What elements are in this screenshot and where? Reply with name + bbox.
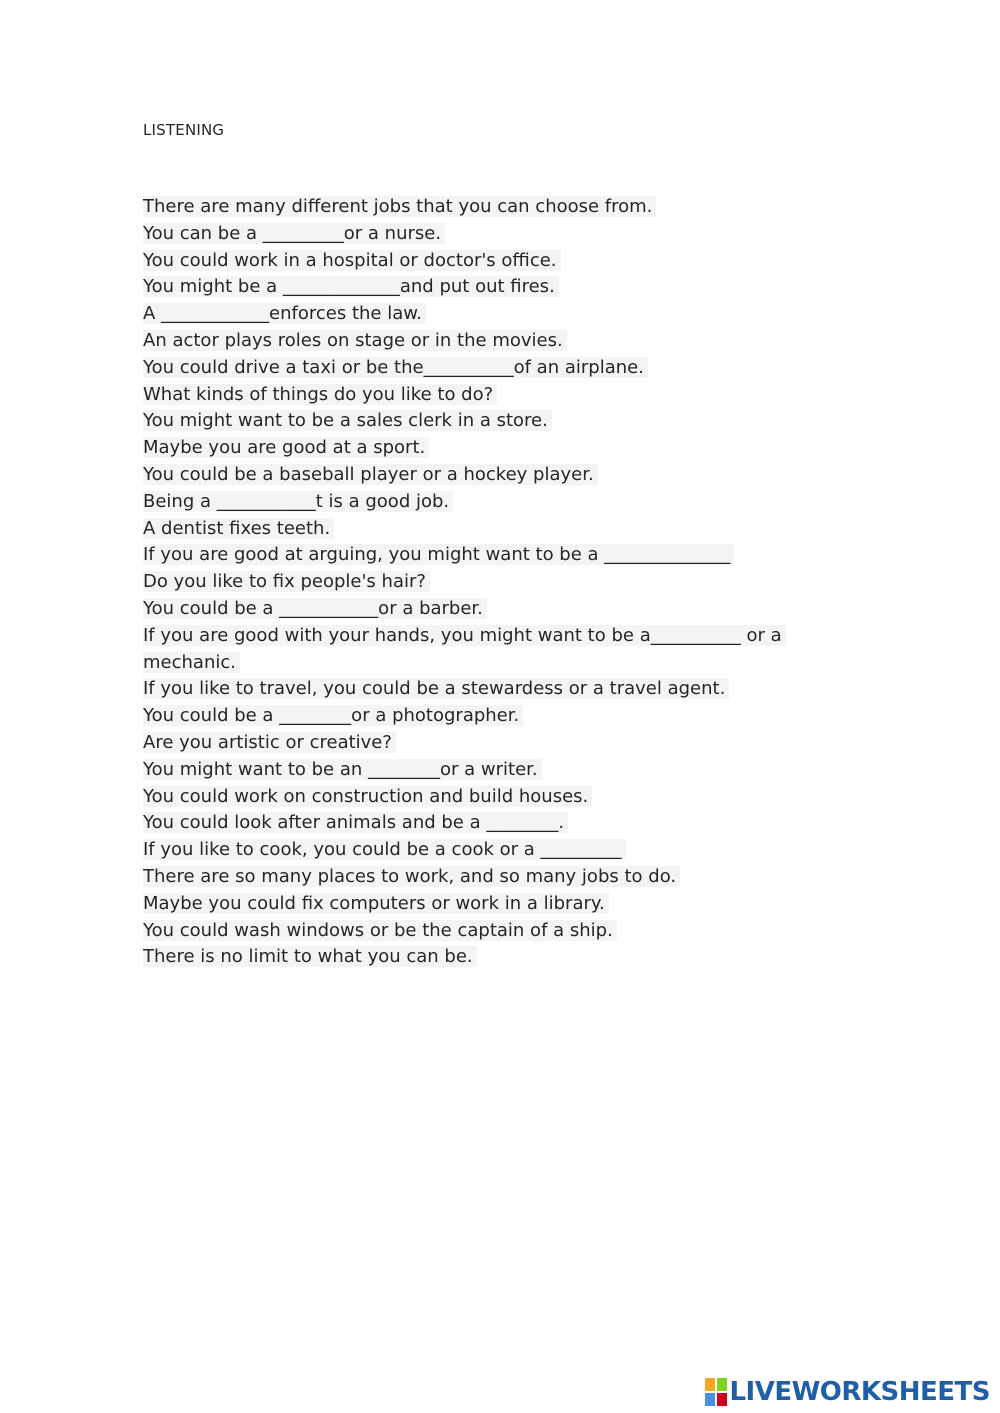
passage-line (143, 944, 793, 971)
passage-line (143, 516, 793, 543)
passage-line (143, 435, 793, 462)
passage-line (143, 569, 793, 596)
passage-line-text: Maybe you could fix computers or work in a library. (143, 893, 609, 914)
passage-line-text: You could work in a hospital or doctor's office. (143, 250, 561, 271)
passage-line (143, 837, 793, 864)
passage-line-text: Being a ___________t is a good job. (143, 491, 453, 512)
passage-line (143, 382, 793, 409)
passage-line-text: You could be a ___________or a barber. (143, 598, 487, 619)
passage-lines (143, 194, 793, 971)
passage-line-text: An actor plays roles on stage or in the movies. (143, 330, 567, 351)
passage-line-text: You could drive a taxi or be the__________of an airplane. (143, 357, 648, 378)
passage-line-text: If you like to cook, you could be a cook or a _________ (143, 839, 626, 860)
passage-line (143, 757, 793, 784)
passage-line-text: You could be a baseball player or a hockey player. (143, 464, 598, 485)
passage-line-text: Are you artistic or creative? (143, 732, 396, 753)
passage-line-text: You could work on construction and build houses. (143, 786, 592, 807)
liveworksheets-logo-icon (705, 1378, 727, 1406)
passage-line-text: You could be a ________or a photographer. (143, 705, 523, 726)
worksheet-title: LISTENING (143, 121, 225, 139)
passage-line-text: You could wash windows or be the captain of a ship. (143, 920, 617, 941)
liveworksheets-wordmark: LIVEWORKSHEETS (729, 1377, 990, 1407)
passage-line (143, 918, 793, 945)
passage-line (143, 596, 793, 623)
passage-line-text: You might be a _____________and put out fires. (143, 276, 559, 297)
passage-line-text: What kinds of things do you like to do? (143, 384, 497, 405)
passage-line-text: You might want to be an ________or a writer. (143, 759, 542, 780)
passage-line-text: You might want to be a sales clerk in a store. (143, 410, 552, 431)
passage-line (143, 676, 793, 703)
passage-line-text: You can be a _________or a nurse. (143, 223, 445, 244)
liveworksheets-brand (705, 1375, 990, 1409)
passage-line (143, 355, 793, 382)
passage-line-text: Do you like to fix people's hair? (143, 571, 430, 592)
passage-line-text: There are many different jobs that you can choose from. (143, 196, 656, 217)
passage-line-text: If you like to travel, you could be a stewardess or a travel agent. (143, 678, 729, 699)
passage-line-text: If you are good with your hands, you might want to be a__________ or a mechanic. (143, 625, 786, 673)
passage-line (143, 489, 793, 516)
passage-line-text: A ____________enforces the law. (143, 303, 426, 324)
passage-line (143, 248, 793, 275)
passage-line-text: There are so many places to work, and so many jobs to do. (143, 866, 680, 887)
passage-line-text: If you are good at arguing, you might want to be a ______________ (143, 544, 734, 565)
passage-line (143, 864, 793, 891)
passage-line-text: A dentist fixes teeth. (143, 518, 334, 539)
passage-line (143, 462, 793, 489)
passage-line (143, 784, 793, 811)
passage-line (143, 194, 793, 221)
passage-line (143, 301, 793, 328)
passage-line (143, 703, 793, 730)
passage-line (143, 274, 793, 301)
passage-line (143, 623, 793, 677)
passage-line (143, 221, 793, 248)
passage-line-text: Maybe you are good at a sport. (143, 437, 429, 458)
passage-line-text: There is no limit to what you can be. (143, 946, 477, 967)
passage-line (143, 328, 793, 355)
passage-line (143, 542, 793, 569)
passage-line-text: You could look after animals and be a ________. (143, 812, 568, 833)
passage-line (143, 408, 793, 435)
passage-line (143, 810, 793, 837)
passage-line (143, 891, 793, 918)
passage-line (143, 730, 793, 757)
